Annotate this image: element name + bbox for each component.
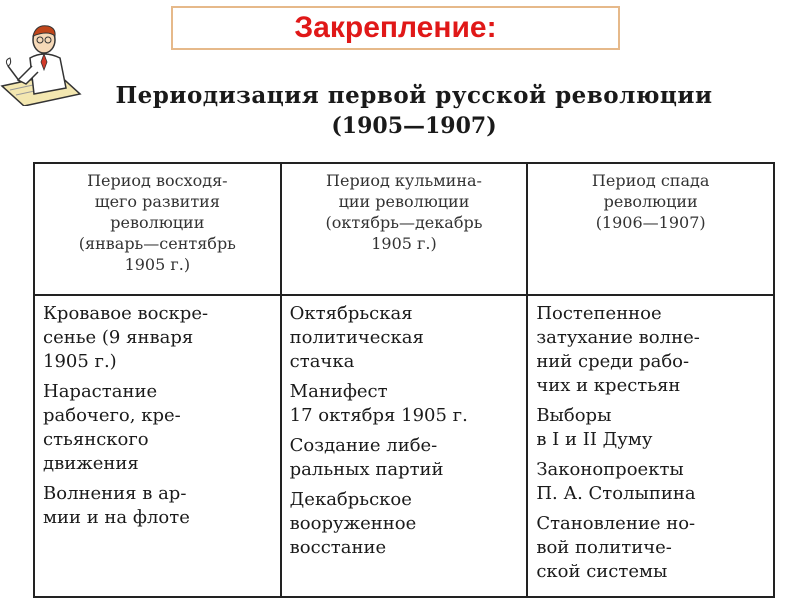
header-period-culmination: Период кульмина- ции революции (октябрь—декабрь 1905 г.) xyxy=(281,163,528,295)
list-item: Выборы в I и II Думу xyxy=(536,405,653,450)
list-item: Становление но- вой политиче- ской системы xyxy=(536,513,696,582)
table-years: (1905—1907) xyxy=(331,113,497,139)
list-item: Создание либе- ральных партий xyxy=(289,435,444,480)
list-item: Волнения в ар- мии и на флоте xyxy=(43,483,190,528)
table-row xyxy=(34,295,774,597)
column-decline-events xyxy=(527,295,774,597)
list-item: Постепенное затухание волне- ний среди рабо- чих и крестьян xyxy=(536,303,700,396)
periodization-table xyxy=(33,162,775,598)
table-header-row xyxy=(34,163,774,295)
table-title: Периодизация первой русской революции xyxy=(115,82,713,109)
list-item: Законопроекты П. А. Столыпина xyxy=(536,459,696,504)
slide-title-banner xyxy=(171,6,620,50)
column-rise-events xyxy=(34,295,281,597)
list-item: Декабрьское вооруженное восстание xyxy=(289,489,417,558)
list-item: Нарастание рабочего, кре- стьянского движения xyxy=(43,381,181,474)
header-period-rise: Период восходя- щего развития революции (январь—сентябрь 1905 г.) xyxy=(34,163,281,295)
writing-clerk-icon xyxy=(0,14,84,106)
list-item: Октябрьская политическая стачка xyxy=(289,303,424,372)
slide-title: Закрепление: xyxy=(294,11,497,44)
header-period-decline: Период спада революции (1906—1907) xyxy=(527,163,774,295)
column-culmination-events xyxy=(281,295,528,597)
list-item: Кровавое воскре- сенье (9 января 1905 г.) xyxy=(43,303,209,372)
list-item: Манифест 17 октября 1905 г. xyxy=(289,381,468,426)
